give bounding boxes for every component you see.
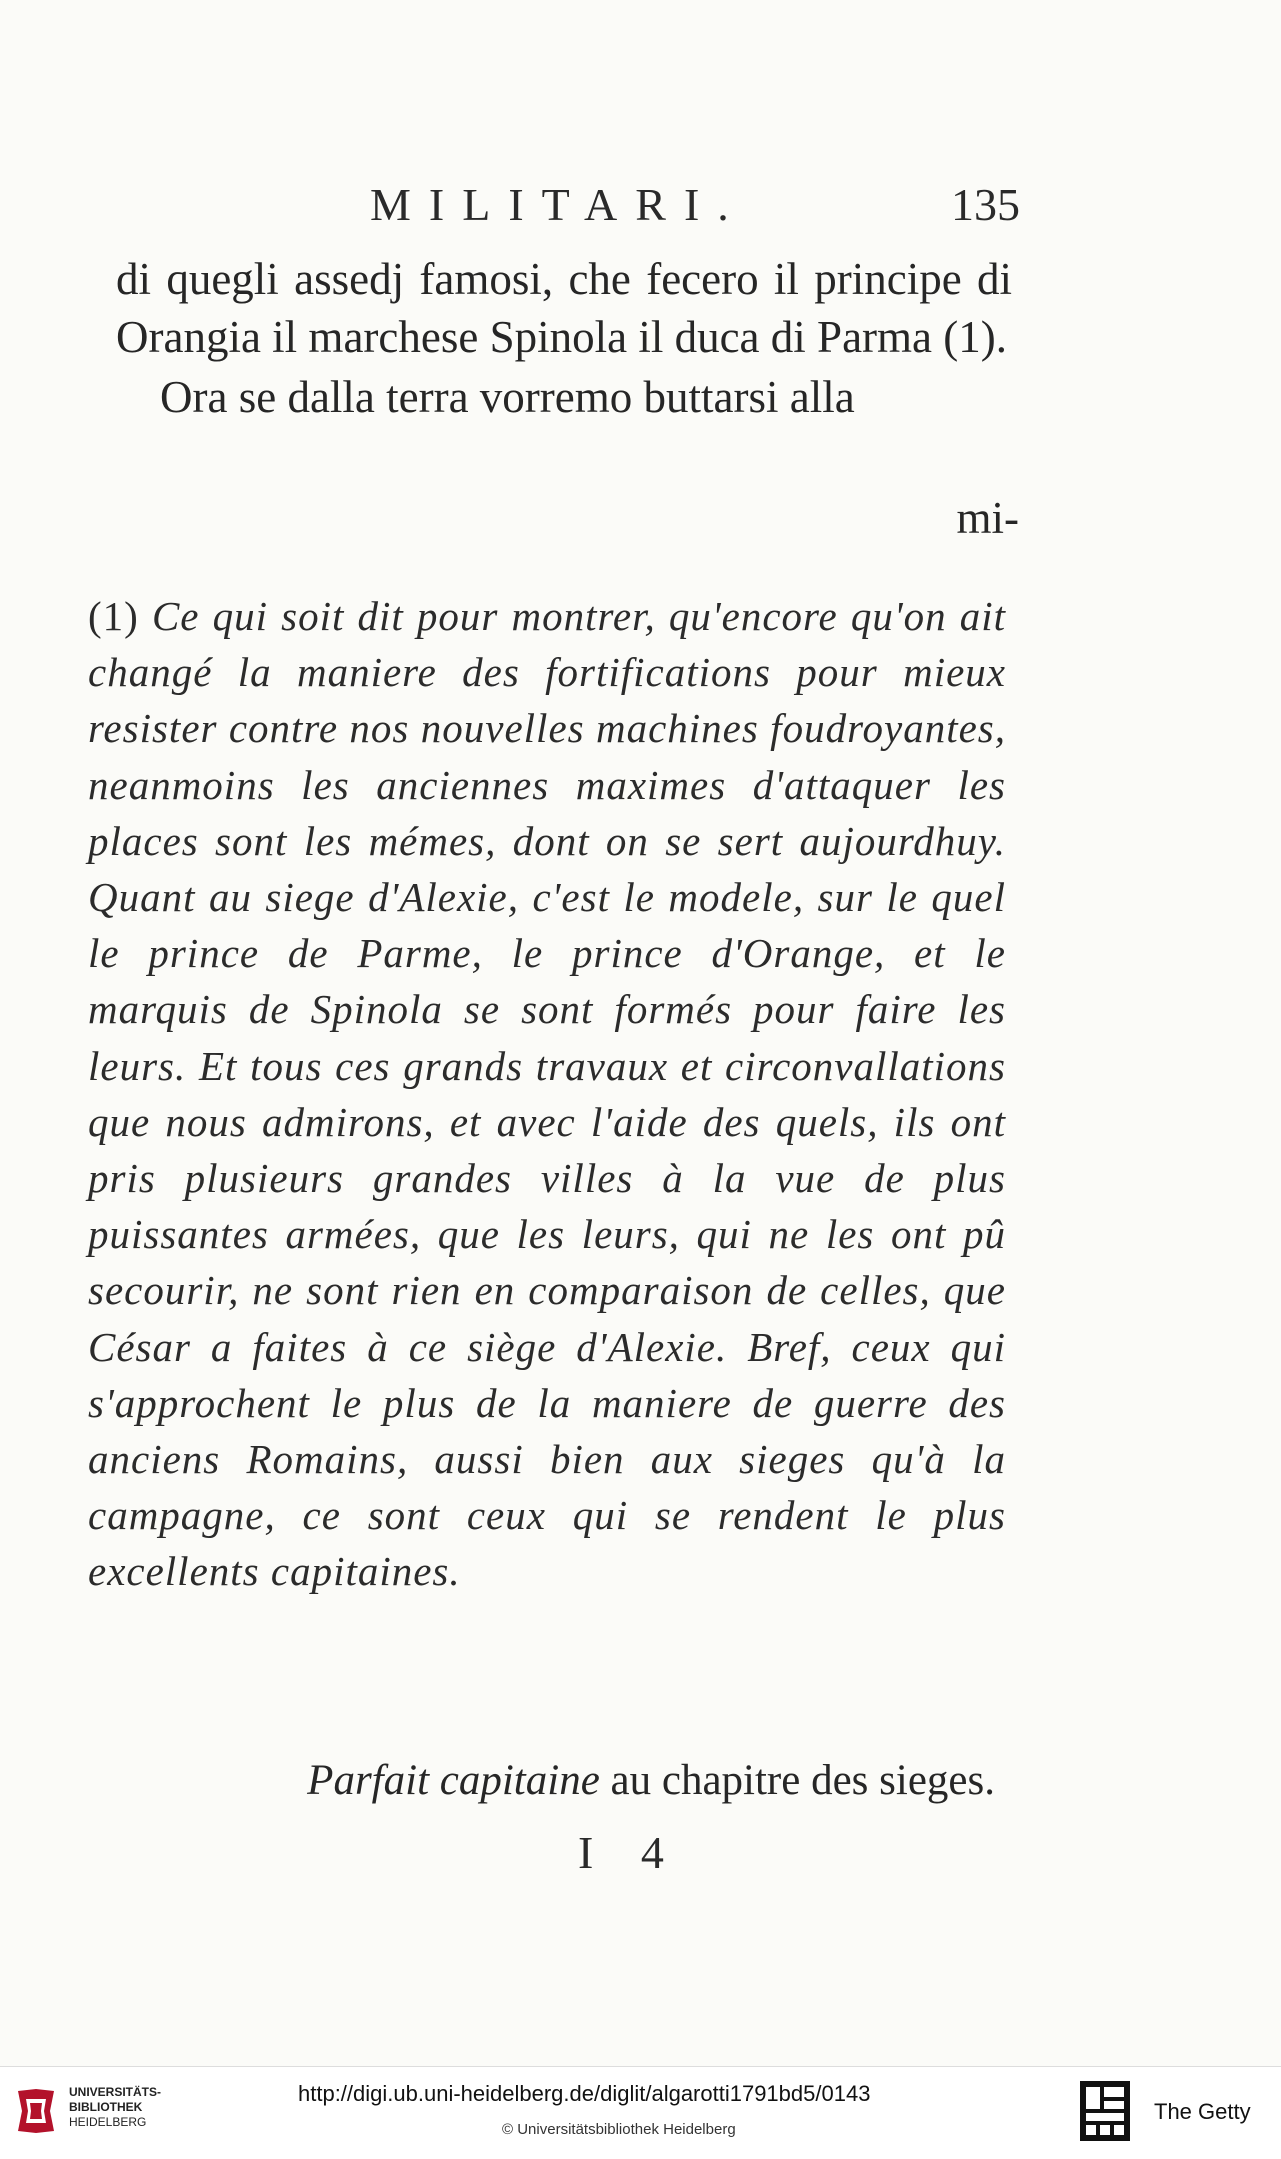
copyright-notice: © Universitätsbibliothek Heidelberg [502, 2121, 736, 2138]
library-name-line-1: UNIVERSITÄTS- [69, 2085, 162, 2099]
page-number: 135 [951, 179, 1020, 230]
main-text [116, 250, 1012, 426]
library-logo[interactable] [14, 2083, 174, 2143]
footer-bar [0, 2066, 1281, 2159]
paragraph-2: Ora se dalla terra vorremo buttarsi alla [160, 372, 855, 422]
footnote-source [180, 1756, 995, 1805]
partner-name: The Getty [1154, 2099, 1251, 2124]
footnote-mark: (1) [88, 593, 139, 639]
university-library-icon [14, 2087, 58, 2135]
library-name-line-2: BIBLIOTHEK [69, 2100, 143, 2114]
footnote [88, 588, 1006, 1600]
paragraph-1: di quegli assedj famosi, che fecero il principe di Orangia il marchese Spinola il duca di Parma (1). [116, 254, 1012, 362]
library-name [69, 2085, 161, 2130]
signature-mark: I 4 [578, 1827, 682, 1878]
catchword: mi- [956, 493, 1019, 543]
running-head: MILITARI. [370, 179, 747, 230]
getty-logo-icon[interactable] [1080, 2081, 1130, 2141]
library-name-line-3: HEIDELBERG [69, 2115, 147, 2129]
source-title: Parfait capitaine [307, 1757, 600, 1804]
footnote-text: Ce qui soit dit pour montrer, qu'encore qu'on ait changé la maniere des fortifications pour mieux resister contre nos nouvelles machines foudroyantes, neanmoins les anciennes maximes d'attaquer les places sont les mémes, dont on se sert aujourdhuy. Quant au siege d'Alexie, c'est le modele, sur le quel le prince de Parme, le prince d'Orange, et le marquis de Spinola se sont formés pour faire les leurs. Et tous ces grands travaux et circonvallations que nous admirons, et avec l'aide des quels, ils ont pris plusieurs grandes villes à la vue de plus puissantes armées, que les leurs, qui ne les ont pû secourir, ne sont rien en comparaison de celles, que César a faites à ce siège d'Alexie. Bref, ceux qui s'approchent le plus de la maniere de guerre des anciens Romains, aussi bien aux sieges qu'à la campagne, ce sont ceux qui se rendent le plus excellents capitaines. [88, 593, 1006, 1595]
permalink-url[interactable]: http://digi.ub.uni-heidelberg.de/diglit/algarotti1791bd5/0143 [298, 2081, 871, 2106]
source-chapter: au chapitre des sieges. [599, 1757, 995, 1804]
page-header [370, 178, 1020, 238]
